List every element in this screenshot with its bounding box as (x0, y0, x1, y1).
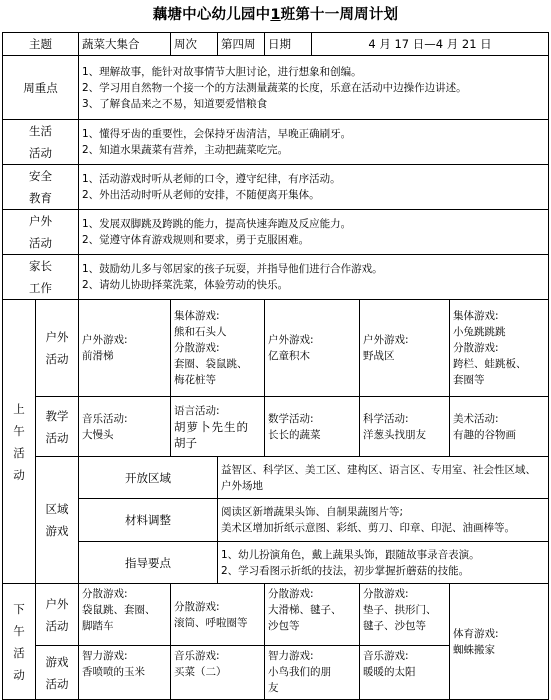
header-row (3, 33, 549, 56)
afternoon-fri: 体育游戏: 蜘蛛搬家 (450, 584, 549, 700)
morning-outdoor-mon: 户外游戏: 前滑梯 (79, 300, 171, 397)
date-value: 4 月 17 日—4 月 21 日 (312, 33, 549, 56)
focus-line: 3、了解食品来之不易，知道要爱惜粮食 (82, 97, 268, 110)
area-guide-row (3, 542, 549, 584)
parents-line: 1、鼓励幼儿多与邻居家的孩子玩耍，并指导他们进行合作游戏。 (82, 263, 383, 275)
safety-row (3, 165, 549, 210)
life-content (79, 120, 549, 165)
afternoon-outdoor-thu: 分散游戏: 垫子、拱形门、 毽子、沙包等 (360, 584, 450, 646)
focus-label: 周重点 (3, 56, 79, 120)
safety-line: 2、外出活动时听从老师的安排，不随便离开集体。 (82, 189, 320, 201)
theme-value: 蔬菜大集合 (79, 33, 171, 56)
outdoor-label: 户外 活动 (3, 210, 79, 255)
morning-teaching-thu: 科学活动: 洋葱头找朋友 (360, 397, 450, 457)
safety-label: 安全 教育 (3, 165, 79, 210)
afternoon-outdoor-wed: 分散游戏: 大滑梯、毽子、 沙包等 (265, 584, 360, 646)
focus-line: 2、学习用自然物一个接一个的方法测量蔬菜的长度，乐意在活动中边操作边讲述。 (82, 81, 467, 94)
area-material-row (3, 499, 549, 542)
afternoon-games-wed: 智力游戏: 小鸟我们的朋 友 (265, 646, 360, 700)
focus-content (79, 56, 549, 120)
morning-teaching-tue: 语言活动: 胡萝卜先生的 胡子 (171, 397, 265, 457)
material-adjust-label: 材料调整 (79, 499, 218, 542)
outdoor-line: 1、发展双脚跳及跨跳的能力，提高快速奔跑及反应能力。 (82, 218, 352, 230)
area-label: 区域 游戏 (36, 457, 79, 584)
afternoon-outdoor-tue: 分散游戏: 滚筒、呼啦圈等 (171, 584, 265, 646)
morning-outdoor-row (3, 300, 549, 397)
morning-teaching-row (3, 397, 549, 457)
afternoon-games-label: 游戏 活动 (36, 646, 79, 700)
afternoon-games-mon: 智力游戏: 香喷喷的玉米 (79, 646, 171, 700)
afternoon-games-thu: 音乐游戏: 暖暖的太阳 (360, 646, 450, 700)
morning-teaching-mon: 音乐活动: 大慢头 (79, 397, 171, 457)
afternoon-games-tue: 音乐游戏: 买菜（二） (171, 646, 265, 700)
outdoor-row (3, 210, 549, 255)
safety-line: 1、活动游戏时听从老师的口令，遵守纪律，有序活动。 (82, 173, 341, 185)
morning-outdoor-fri: 集体游戏: 小兔跳跳跳 分散游戏: 跨栏、蛙跳板、 套圈等 (450, 300, 549, 397)
focus-line: 1、理解故事，能针对故事情节大胆讨论，进行想象和创编。 (82, 65, 362, 78)
life-row (3, 120, 549, 165)
guide-points-content: 1、幼儿扮演角色，戴上蔬果头饰，跟随故事录音表演。 2、学习看图示折纸的技法，初步掌握折蘑菇的技能。 (218, 542, 549, 584)
safety-content (79, 165, 549, 210)
open-areas-content: 益智区、科学区、美工区、建构区、语言区、专用室、社会性区域、 户外场地 (218, 457, 549, 499)
guide-points-label: 指导要点 (79, 542, 218, 584)
parents-line: 2、请幼儿协助择菜洗菜，体验劳动的快乐。 (82, 279, 289, 291)
morning-teaching-wed: 数学活动: 长长的蔬菜 (265, 397, 360, 457)
morning-outdoor-wed: 户外游戏: 亿童积木 (265, 300, 360, 397)
parents-content (79, 255, 549, 300)
life-label: 生活 活动 (3, 120, 79, 165)
focus-row (3, 56, 549, 120)
week-label: 周次 (171, 33, 218, 56)
morning-teaching-label: 教学 活动 (36, 397, 79, 457)
afternoon-outdoor-mon: 分散游戏: 袋鼠跳、套圈、 脚踏车 (79, 584, 171, 646)
life-line: 1、懂得牙齿的重要性，会保持牙齿清洁，早晚正确刷牙。 (82, 128, 352, 140)
morning-label: 上 午 活 动 (3, 300, 36, 584)
parents-label: 家长 工作 (3, 255, 79, 300)
outdoor-content (79, 210, 549, 255)
morning-outdoor-thu: 户外游戏: 野战区 (360, 300, 450, 397)
morning-teaching-fri: 美术活动: 有趣的谷物画 (450, 397, 549, 457)
morning-outdoor-tue: 集体游戏: 熊和石头人 分散游戏: 套圈、袋鼠跳、 梅花桩等 (171, 300, 265, 397)
life-line: 2、知道水果蔬菜有营养，主动把蔬菜吃完。 (82, 144, 289, 156)
theme-label: 主题 (3, 33, 79, 56)
date-label: 日期 (265, 33, 312, 56)
afternoon-outdoor-label: 户外 活动 (36, 584, 79, 646)
outdoor-line: 2、觉遵守体育游戏规则和要求，勇于克服困难。 (82, 234, 310, 246)
afternoon-label: 下 午 活 动 (3, 584, 36, 700)
week-value: 第四周 (218, 33, 265, 56)
area-open-row (3, 457, 549, 499)
morning-outdoor-label: 户外 活动 (36, 300, 79, 397)
parents-row (3, 255, 549, 300)
afternoon-outdoor-row (3, 584, 549, 646)
weekly-plan-table (2, 32, 549, 700)
page-title: 藕塘中心幼儿园中1班第十一周周计划 (152, 7, 399, 23)
open-areas-label: 开放区域 (79, 457, 218, 499)
material-adjust-content: 阅读区新增蔬果头饰、自制果蔬图片等; 美术区增加折纸示意图、彩纸、剪刀、印章、印泥、油画棒等。 (218, 499, 549, 542)
